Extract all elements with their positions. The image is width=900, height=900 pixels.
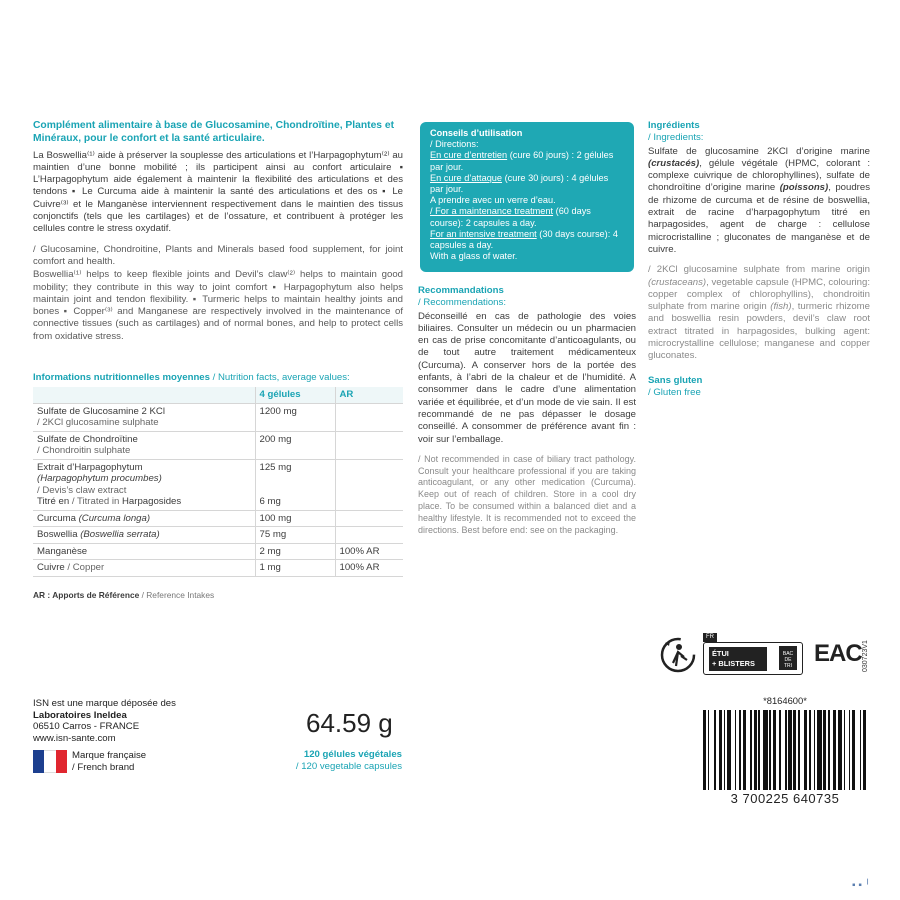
description-fr: La Boswellia⁽¹⁾ aide à préserver la souplesse des articulations et l’Harpagophytum⁽²⁾ au maintien d’une bonne mobilité ; ils participent ainsi au confort articulaire ▪ L’Harpagophytum aide également à maintenir la flexibilité des articulations et des tendons ▪ Le Curcuma aide à maintenir la santé des articulations et des os ▪ Le Cuivre⁽³⁾ et le Manganèse interviennent respectivement dans le maintien des tissus conjonctifs (tels que les cartilages) et de l’ossature, et contribuent à protéger les cellules contre le stress oxydatif. — [33, 149, 403, 235]
description-en: Boswellia⁽¹⁾ helps to keep flexible joints and Devil’s claw⁽²⁾ helps to maintain good mobility; they contribute in this way to joint comfort ▪ Harpagophytum also helps maintain joint and tendon flexibility. ▪ Turmeric helps to maintain healthy joints and bones ▪ Copper⁽³⁾ and Manganese are respectively involved in the maintenance of connective tissues (such as cartilages) and of normal bones, and help to protect cells from oxidative stress. — [33, 269, 403, 342]
product-title: Complément alimentaire à base de Glucosamine, Chondroïtine, Plantes et Minéraux, pour le confort et la santé articulaire. — [33, 120, 395, 144]
row-qty: 1200 mg — [255, 403, 335, 431]
table-row — [33, 510, 403, 527]
header-empty — [33, 387, 255, 403]
table-row — [33, 543, 403, 560]
barcode-top-code: *8164600* — [763, 695, 807, 706]
net-weight: 64.59 g — [306, 708, 393, 738]
row-name: Extrait d’Harpagophytum — [37, 461, 143, 473]
row-name: Sulfate de Chondroïtine — [37, 433, 138, 445]
header-ar: AR — [335, 387, 403, 403]
row-qty: 75 mg — [255, 527, 335, 544]
reference-code: 030723V1 — [862, 640, 869, 672]
gluten-free-en: / Gluten free — [648, 386, 701, 398]
row-sub: / Copper — [67, 562, 105, 573]
ingredients-en: / 2KCl glucosamine sulphate from marine origin (crustaceans), vegetable capsule (HPMC, colouring: copper complex of chlorophyllins), chondroitin sulphate from marine origin (fish), turmeric rhizome and boswellia resin powders, devil’s claw root extract titrated in harpagosides, bulking agent: microcrystalline cellulose; manganese and copper gluconates. — [648, 264, 871, 362]
table-header-row — [33, 387, 403, 403]
row-qty: 100 mg — [255, 510, 335, 527]
table-row — [33, 403, 403, 431]
nutrition-table — [33, 387, 403, 577]
ingredients-subtitle: / Ingredients: — [648, 132, 704, 144]
row-titrated: Titré en / Titrated in Harpagosides — [37, 496, 182, 507]
left-column — [33, 120, 403, 343]
brand-address: 06510 Carros - FRANCE — [33, 721, 140, 733]
nutrition-heading-fr: Informations nutritionnelles moyennes — [33, 372, 210, 383]
brand-company: Laboratoires Ineldea — [33, 709, 127, 721]
nutrition-heading — [33, 372, 403, 384]
row-ar — [335, 403, 403, 431]
recommendations-fr: Déconseillé en cas de pathologie des voies biliaires. Consulter un médecin ou un pharmacien en cas de prise concomitante d’anticoagulants, ou de tout autre traitement médicamenteux (Curcuma). A conserver hors de la portée des enfants, à l’abri de la chaleur et de l’humidité. A consommer dans le cadre d’une alimentation variée et équilibrée, et d’un mode de vie sain. Il est recommandé de ne pas dépasser le dosage conseillé. A consommer de préférence avant fin : voir sur l’emballage. — [418, 310, 636, 445]
recommendations-title: Recommandations — [418, 285, 504, 296]
row-ar — [335, 527, 403, 544]
header-dose: 4 gélules — [255, 387, 335, 403]
ean-number: 3 700225 640735 — [730, 791, 840, 806]
row-name: Boswellia — [37, 529, 78, 540]
directions-water-fr: A prendre avec un verre d’eau. — [430, 195, 556, 206]
directions-attack-fr: En cure d’attaque (cure 30 jours) : 4 gélules par jour. — [430, 172, 609, 195]
directions-attack-en: For an intensive treatment (30 days course): 4 capsules a day. — [430, 228, 618, 251]
brand-website: www.isn-sante.com — [33, 732, 116, 744]
gluten-free-fr: Sans gluten — [648, 374, 703, 386]
row-qty: 125 mg — [259, 461, 292, 473]
french-flag-icon — [33, 750, 67, 773]
directions-subtitle: / Directions: — [430, 139, 479, 150]
row-qty: 200 mg — [255, 431, 335, 459]
triman-recycling-icon — [660, 635, 696, 675]
row-qty: 1 mg — [255, 560, 335, 577]
row-ar — [335, 431, 403, 459]
recommendations-en: / Not recommended in case of biliary tract pathology. Consult your healthcare professional if you are taking anticoagulant, or any other medication (Curcuma). Keep out of reach of children. Store in a cool dry place. To be consumed within a balanced diet and a healthy lifestyle. It is recommended not to exceed the directions. Best before end: see on the packaging. — [418, 453, 636, 535]
row-sub: / 2KCl glucosamine sulphate — [37, 417, 159, 428]
row-sub: / Chondroitin sulphate — [37, 445, 131, 456]
capsule-count: 120 gélules végétales / 120 vegetable capsules — [295, 749, 402, 772]
fr-tag: FR — [703, 633, 717, 642]
table-row — [33, 527, 403, 544]
directions-box — [420, 122, 634, 272]
directions-maintenance-fr: En cure d’entretien (cure 60 jours) : 2 gélules par jour. — [430, 150, 614, 172]
row-latin: (Boswellia serrata) — [80, 529, 160, 540]
eac-logo: EAC — [814, 640, 862, 667]
brand-info — [33, 698, 176, 744]
description-en-title: / Glucosamine, Chondroitine, Plants and Minerals based food supplement, for joint comfort and health. — [33, 243, 403, 267]
nutrition-heading-en: / Nutrition facts, average values: — [212, 372, 350, 383]
row-latin: (Harpagophytum procumbes) — [37, 473, 162, 484]
row-titrated-qty: 6 mg — [259, 496, 281, 507]
row-ar — [335, 459, 403, 510]
directions-maintenance-en: / For a maintenance treatment (60 days course): 2 capsules a day. — [430, 206, 591, 228]
barcode — [703, 710, 868, 790]
tri-info-logo — [703, 633, 803, 677]
ingredients-section — [648, 120, 870, 399]
row-ar: 100% AR — [335, 543, 403, 560]
table-row — [33, 459, 403, 510]
row-sub: / Devis’s claw extract — [37, 484, 127, 496]
directions-title: Conseils d’utilisation — [430, 128, 523, 138]
barcode-bar — [866, 710, 868, 790]
row-latin: (Curcuma longa) — [78, 512, 151, 524]
table-row — [33, 560, 403, 577]
row-qty: 2 mg — [255, 543, 335, 560]
recommendations-subtitle: / Recommendations: — [418, 297, 506, 309]
bac-de-tri-icon: BAC DE TRI — [779, 646, 797, 670]
row-name: Manganèse — [33, 543, 255, 560]
corner-mark: ▪ ▪ ╵ — [852, 880, 871, 891]
row-name: Sulfate de Glucosamine 2 KCl — [37, 405, 165, 417]
brand-line1: ISN est une marque déposée des — [33, 698, 176, 709]
recommendations-section — [418, 285, 636, 536]
row-ar — [335, 510, 403, 527]
french-brand-label: Marque française / French brand — [72, 750, 147, 773]
ar-footnote: AR : Apports de Référence / Reference Intakes — [33, 590, 215, 600]
etui-blisters-badge: ÉTUI + BLISTERS — [709, 647, 767, 671]
table-row — [33, 431, 403, 459]
row-ar: 100% AR — [335, 560, 403, 577]
ingredients-title: Ingrédients — [648, 120, 700, 131]
ingredients-fr: Sulfate de glucosamine 2KCl d’origine marine (crustacés), gélule végétale (HPMC, colorant : complexe cuivrique de chlorophyllines), sulfate de chondroïtine d’origine marine (poissons), poudres de rhizome de curcuma et de résine de boswellia, extrait de racine d’harpagophytum titré en harpagosides, agent de charge : cellulose microcristalline ; gluconates de manganèse et de cuivre. — [648, 145, 870, 255]
directions-water-en: With a glass of water. — [430, 251, 518, 262]
row-name: Cuivre — [37, 562, 65, 573]
row-name: Curcuma — [37, 512, 76, 524]
